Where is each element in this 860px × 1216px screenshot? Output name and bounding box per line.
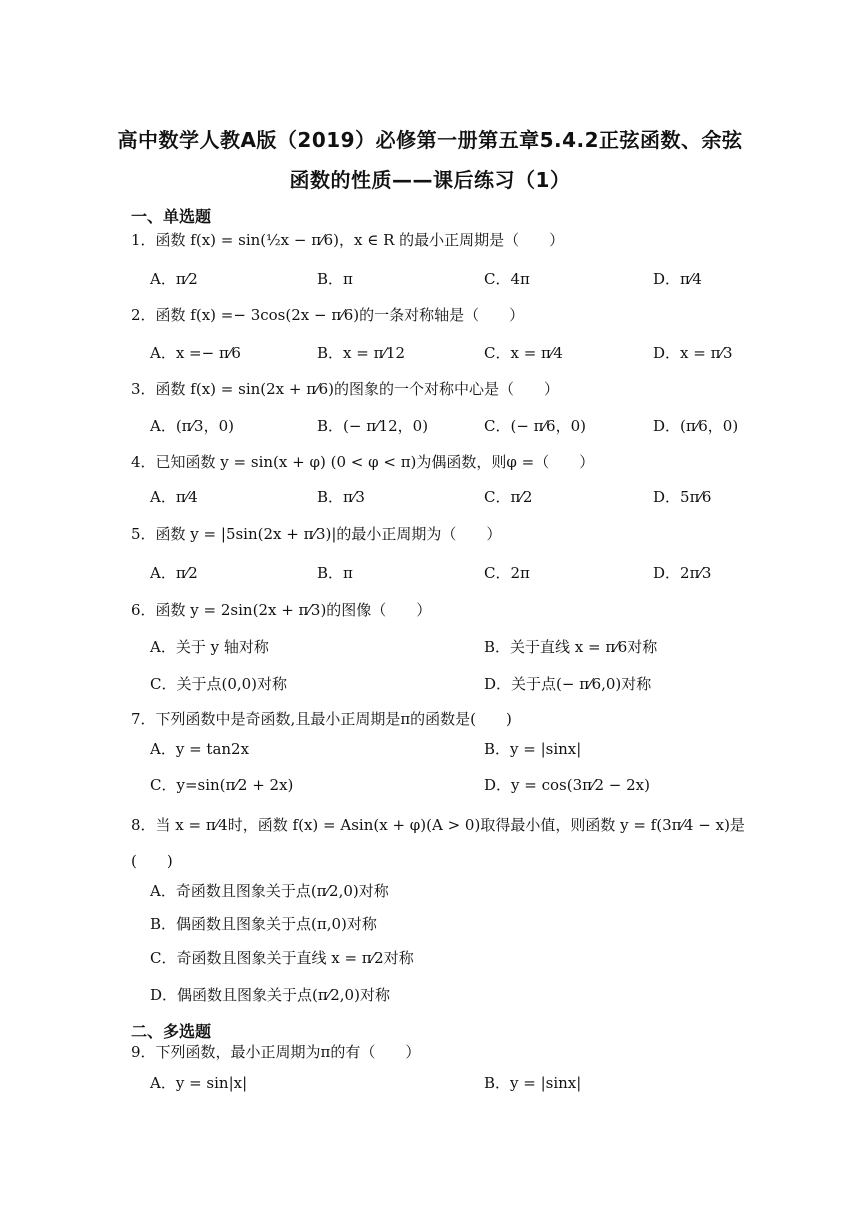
question-4-option-a: A．π⁄4 (150, 488, 198, 506)
section-heading-multi: 二、多选题 (131, 1022, 212, 1041)
question-4-stem: 4．已知函数 y = sin(x + φ) (0 < φ < π)为偶函数，则φ =（ ） (131, 453, 595, 471)
question-2-stem: 2．函数 f(x) =− 3cos(2x − π⁄6)的一条对称轴是（ ） (131, 306, 525, 324)
question-8-stem: 8．当 x = π⁄4时，函数 f(x) = Asin(x + φ)(A > 0)取得最小值，则函数 y = f(3π⁄4 − x)是 (131, 816, 745, 834)
question-5-option-c: C．2π (484, 564, 530, 582)
doc-title-line2: 函数的性质——课后练习（1） (289, 168, 571, 192)
question-2-option-c: C．x = π⁄4 (484, 344, 563, 362)
question-2-option-b: B．x = π⁄12 (317, 344, 406, 362)
question-2-option-d: D．x = π⁄3 (653, 344, 733, 362)
question-3-stem: 3．函数 f(x) = sin(2x + π⁄6)的图象的一个对称中心是（ ） (131, 380, 560, 398)
question-6-option-a: A．关于 y 轴对称 (150, 638, 269, 656)
question-6-option-d: D．关于点(− π⁄6,0)对称 (484, 675, 652, 693)
question-7-option-b: B．y = |sinx| (484, 740, 582, 758)
question-7-option-d: D．y = cos(3π⁄2 − 2x) (484, 776, 650, 794)
question-7-option-a: A．y = tan2x (150, 740, 250, 758)
question-3-option-d: D．(π⁄6，0) (653, 417, 739, 435)
question-1-option-c: C．4π (484, 270, 530, 288)
question-4-option-d: D．5π⁄6 (653, 488, 712, 506)
question-6-option-c: C．关于点(0,0)对称 (150, 675, 288, 693)
question-5-option-d: D．2π⁄3 (653, 564, 712, 582)
question-5-option-b: B．π (317, 564, 353, 582)
question-5-stem: 5．函数 y = |5sin(2x + π⁄3)|的最小正周期为（ ） (131, 525, 502, 543)
question-1-option-b: B．π (317, 270, 353, 288)
question-9-stem: 9．下列函数，最小正周期为π的有（ ） (131, 1043, 421, 1061)
question-1-option-d: D．π⁄4 (653, 270, 702, 288)
question-3-option-c: C．(− π⁄6，0) (484, 417, 586, 435)
question-5-option-a: A．π⁄2 (150, 564, 198, 582)
question-6-stem: 6．函数 y = 2sin(2x + π⁄3)的图像（ ） (131, 601, 432, 619)
question-4-option-c: C．π⁄2 (484, 488, 533, 506)
question-6-option-b: B．关于直线 x = π⁄6对称 (484, 638, 658, 656)
question-2-option-a: A．x =− π⁄6 (150, 344, 241, 362)
question-1-option-a: A．π⁄2 (150, 270, 198, 288)
question-1-stem: 1．函数 f(x) = sin(½x − π⁄6)，x ∈ R 的最小正周期是（ ） (131, 231, 565, 249)
question-9-option-b: B．y = |sinx| (484, 1074, 582, 1092)
question-8-stem-blank: ( ) (131, 852, 173, 870)
question-3-option-b: B．(− π⁄12，0) (317, 417, 429, 435)
question-8-option-c: C．奇函数且图象关于直线 x = π⁄2对称 (150, 949, 414, 967)
question-8-option-d: D．偶函数且图象关于点(π⁄2,0)对称 (150, 986, 390, 1004)
question-7-option-c: C．y=sin(π⁄2 + 2x) (150, 776, 294, 794)
question-8-option-a: A．奇函数且图象关于点(π⁄2,0)对称 (150, 882, 389, 900)
question-8-option-b: B．偶函数且图象关于点(π,0)对称 (150, 915, 377, 933)
question-9-option-a: A．y = sin|x| (150, 1074, 248, 1092)
question-7-stem: 7．下列函数中是奇函数,且最小正周期是π的函数是( ) (131, 710, 512, 728)
question-3-option-a: A．(π⁄3，0) (150, 417, 234, 435)
question-4-option-b: B．π⁄3 (317, 488, 365, 506)
section-heading-single: 一、单选题 (131, 207, 212, 226)
doc-title-line1: 高中数学人教A版（2019）必修第一册第五章5.4.2正弦函数、余弦 (117, 128, 743, 152)
